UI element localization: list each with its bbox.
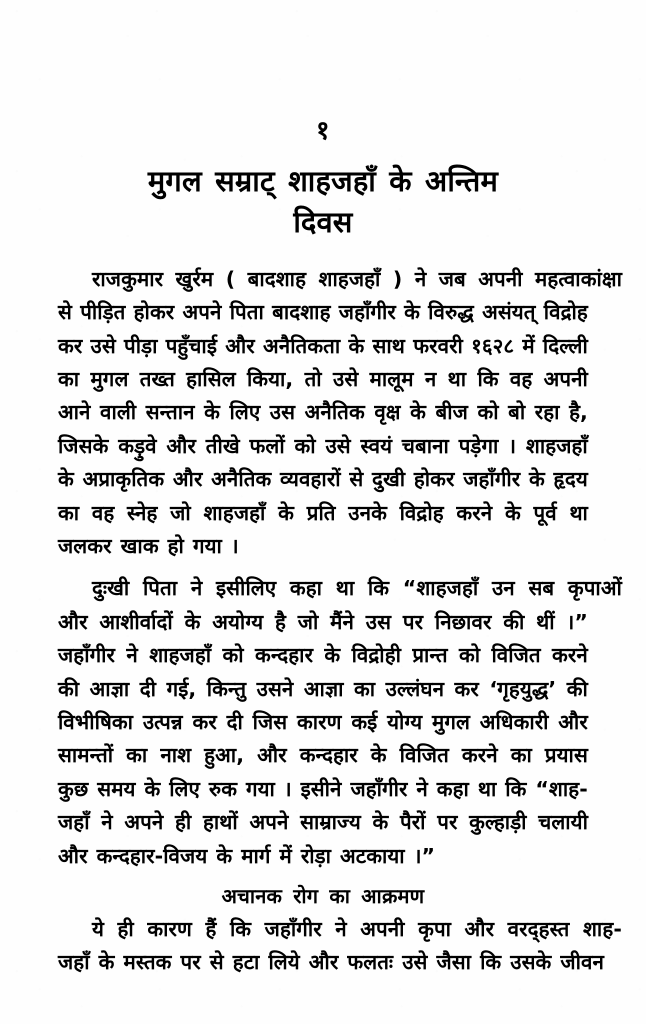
text-line (58, 639, 588, 672)
word: के (204, 400, 221, 425)
page-title-line-1: मुगल सम्राट् शाहजहाँ के अन्तिम (147, 164, 499, 198)
word: करने (461, 743, 498, 768)
word: जहाँगीर (350, 776, 408, 801)
word: कई (351, 710, 378, 735)
paragraph-3 (58, 913, 622, 980)
word: विद्रोह (543, 300, 588, 325)
text-line (58, 706, 588, 739)
word: लिए (169, 776, 200, 801)
word: सन्तान (145, 400, 195, 425)
text-line (58, 673, 588, 706)
word: बीज (435, 400, 468, 425)
word: इसीलिए (216, 576, 277, 601)
word: था (477, 776, 497, 801)
word: अधिकारी (479, 710, 549, 735)
word: “शाह- (535, 776, 588, 801)
word: हैं (205, 917, 217, 942)
text-line (58, 396, 588, 429)
word: तीखे (205, 433, 240, 458)
word: से (58, 300, 72, 325)
word: के (410, 400, 426, 425)
word: की (566, 676, 588, 701)
word: हो (167, 534, 184, 559)
word: में (522, 333, 535, 358)
word: १६२८ (471, 333, 515, 358)
word: उस (269, 400, 296, 425)
word: उसे (333, 366, 359, 391)
word: जैसा (436, 950, 472, 975)
word: और (225, 333, 255, 358)
word: के (404, 300, 420, 325)
word: का (510, 743, 532, 768)
word: विरुद्ध (428, 300, 474, 325)
word: उसे (325, 433, 351, 458)
word: जहाँगीर (463, 467, 521, 492)
word: विभीषिका (58, 710, 134, 735)
word: प्रति (306, 500, 336, 525)
word: पूर्व (533, 500, 557, 525)
word: शाहजहाँ (149, 643, 212, 668)
word: को (294, 433, 316, 458)
word: विजित (491, 643, 541, 668)
word: पीड़ा (124, 333, 158, 358)
word: मालूम (369, 366, 414, 391)
word: करने (456, 500, 493, 525)
word: । (230, 534, 239, 559)
word: अटकाया (340, 843, 405, 868)
word: फलतः (347, 950, 394, 975)
word: और (464, 917, 495, 942)
word: लिए (229, 400, 261, 425)
word: और (58, 609, 88, 634)
word: लिये (268, 950, 300, 975)
word: के (98, 950, 115, 975)
word: असंयत् (482, 300, 536, 325)
word: उसने (256, 676, 294, 701)
word: कृपा (418, 917, 451, 942)
section-subheading: अचानक रोग का आक्रमण (221, 884, 425, 909)
word: मुगल (432, 710, 471, 735)
word: । (508, 433, 517, 458)
word: आशीर्वादों (99, 609, 173, 634)
word: और (166, 433, 196, 458)
paragraph-2 (58, 572, 622, 873)
word: कि (229, 917, 252, 942)
text-line (58, 363, 588, 396)
word: की (58, 676, 80, 701)
word: ( (225, 266, 236, 291)
word: के (216, 843, 233, 868)
text-line (58, 497, 588, 530)
word: रहा (534, 400, 560, 425)
word: रुक (208, 776, 238, 801)
word: का (58, 500, 80, 525)
word: उल्लंघन (385, 676, 445, 701)
word: से (209, 950, 224, 975)
word: जो (297, 609, 319, 634)
word: आज्ञा (303, 676, 344, 701)
word: ‘गृहयुद्ध’ (489, 676, 557, 701)
word: हृदय (553, 467, 588, 492)
word: अपने (124, 810, 164, 835)
word: आज्ञा (89, 676, 130, 701)
word: इसीने (300, 776, 342, 801)
word: जिसके (58, 433, 109, 458)
word: पिता (143, 576, 178, 601)
word: रोड़ा (300, 843, 332, 868)
word: कुल्हाड़ी (469, 810, 527, 835)
word: दुःखी (92, 576, 130, 601)
word: में (279, 843, 292, 868)
word: विद्रोही (351, 643, 402, 668)
page-title (58, 161, 588, 243)
word: और (257, 743, 287, 768)
word: कहा (289, 576, 323, 601)
word: का (58, 366, 80, 391)
word: को (458, 643, 481, 668)
word: गया (245, 776, 275, 801)
word: अपनी (478, 266, 523, 291)
word: होकर (413, 467, 455, 492)
word: कर (192, 710, 217, 735)
word: वह (91, 500, 115, 525)
text-line (58, 840, 588, 873)
word: कहा (436, 776, 469, 801)
word: कड़ुवे (118, 433, 157, 458)
word: पीड़ित (80, 300, 126, 325)
word: पैरों (400, 810, 426, 835)
word: पर (437, 810, 458, 835)
word: ने (101, 810, 113, 835)
word: बादशाह (272, 300, 331, 325)
word: के (528, 467, 545, 492)
word: मस्तक (123, 950, 172, 975)
word: ने (335, 917, 347, 942)
word: उसके (510, 950, 552, 975)
word: खाक (120, 534, 159, 559)
word: गई, (166, 676, 197, 701)
word: किन्तु (206, 676, 247, 701)
word: विजित (399, 743, 449, 768)
word: मैंने (330, 609, 355, 634)
word: के (370, 743, 387, 768)
word: जिस (252, 710, 288, 735)
word: जहाँगीर (264, 917, 322, 942)
word: दिल्ली (542, 333, 588, 358)
word: व्यवहारों (280, 467, 341, 492)
word: था (447, 366, 467, 391)
word: हटा (232, 950, 260, 975)
word: ये (92, 917, 104, 942)
paragraph-1 (58, 263, 622, 564)
word: फलों (249, 433, 285, 458)
word: दुखी (372, 467, 406, 492)
word: बादशाह (247, 266, 307, 291)
word: वरद्हस्त (507, 917, 570, 942)
word: कारण (297, 710, 342, 735)
word: पहुँचाई (165, 333, 218, 358)
word: ही (175, 810, 192, 835)
word: ही (117, 917, 134, 942)
word: और (172, 467, 203, 492)
word: और (58, 843, 88, 868)
word: राजकुमार (92, 266, 164, 291)
word: कि (367, 576, 390, 601)
word: साम्राज्य (300, 810, 361, 835)
word: के (58, 467, 74, 492)
word: ने (416, 776, 428, 801)
word: जहाँगीर (58, 643, 116, 668)
word: था (569, 500, 588, 525)
word: विद्रोह (399, 500, 444, 525)
word: हाथों (203, 810, 238, 835)
word: करने (552, 643, 588, 668)
text-line (58, 773, 588, 806)
word: को (477, 400, 499, 425)
word: है (274, 609, 286, 634)
word: तो (304, 366, 322, 391)
word: जहाँ (58, 950, 90, 975)
word: बो (508, 400, 526, 425)
word: दी (226, 710, 243, 735)
text-line (58, 739, 588, 772)
word: जीवन (560, 950, 604, 975)
word: कन्दहार (299, 743, 358, 768)
word: ।” (413, 843, 436, 868)
text-line (58, 263, 622, 296)
word: मुगल (90, 366, 129, 391)
word: दी (139, 676, 157, 701)
word: ने (414, 266, 427, 291)
word: कि (505, 776, 527, 801)
word: ने (190, 576, 203, 601)
word: । (283, 776, 292, 801)
word: कृपाओं (567, 576, 622, 601)
word: जहाँगीर (338, 300, 396, 325)
word: आने (58, 400, 91, 425)
word: प्रान्त (412, 643, 448, 668)
word: कारण (147, 917, 192, 942)
word: के (348, 333, 365, 358)
page-content (58, 0, 622, 980)
word: की (503, 609, 525, 634)
word: पिता (229, 300, 264, 325)
word: हुआ, (204, 743, 245, 768)
word: के (144, 776, 161, 801)
chapter-number: १ (315, 116, 331, 146)
word: साथ (372, 333, 405, 358)
word: से (349, 467, 364, 492)
word: के (278, 500, 294, 525)
text-line (58, 946, 604, 979)
word: योग्य (387, 710, 423, 735)
word: ) (392, 266, 403, 291)
text-line (58, 430, 588, 463)
text-line (58, 330, 588, 363)
word: पड़ेगा (458, 433, 499, 458)
word: उन (491, 576, 515, 601)
word: नाश (160, 743, 192, 768)
word: अपनी (543, 366, 588, 391)
word: उनके (348, 500, 387, 525)
word: वाली (100, 400, 137, 425)
word: कन्दहार-विजय (96, 843, 208, 868)
word: उस (365, 609, 392, 634)
word: अयोग्य (212, 609, 264, 634)
word: जलकर (58, 534, 112, 559)
word: के (372, 810, 389, 835)
text-line (58, 530, 588, 563)
word: पर (402, 609, 424, 634)
word: पर (180, 950, 201, 975)
word: को (222, 643, 244, 668)
word: हासिल (186, 366, 236, 391)
word: थीं (536, 609, 555, 634)
word: कर (454, 676, 479, 701)
word: स्वयं (360, 433, 393, 458)
text-line (58, 463, 588, 496)
word: है, (569, 400, 588, 425)
word: और (558, 710, 588, 735)
word: अनैतिक (211, 467, 272, 492)
text-line (58, 806, 588, 839)
word: शाह- (582, 917, 622, 942)
word: उत्पन्न (142, 710, 183, 735)
word: निछावर (434, 609, 492, 634)
word: वृक्ष (374, 400, 401, 425)
word: का (126, 743, 148, 768)
word: ने (126, 643, 138, 668)
text-line (58, 572, 622, 605)
word: उसे (402, 950, 428, 975)
word: अपने (249, 810, 289, 835)
word: महत्वाकांक्षा (535, 266, 622, 291)
word: शाहजहाँ (203, 500, 266, 525)
word: जहाँ (58, 810, 90, 835)
word: फरवरी (413, 333, 463, 358)
word: “शाहजहाँ (402, 576, 479, 601)
word: चबाना (401, 433, 449, 458)
word: अनैतिक (304, 400, 365, 425)
word: कुछ (58, 776, 89, 801)
word: सब (528, 576, 555, 601)
word: शाहजहाँ (318, 266, 381, 291)
word: कर (58, 333, 83, 358)
word: सामन्तों (58, 743, 114, 768)
word: का (354, 676, 376, 701)
text-line (58, 913, 622, 946)
word: तख्त (139, 366, 175, 391)
word: के (504, 500, 521, 525)
word: खुर्रम (175, 266, 214, 291)
word: शाहजहाँ (525, 433, 588, 458)
word: मार्ग (241, 843, 271, 868)
word: कि (480, 950, 502, 975)
word: कि (477, 366, 499, 391)
word: वह (509, 366, 533, 391)
text-line (58, 606, 588, 639)
word: के (184, 609, 201, 634)
word: होकर (133, 300, 175, 325)
word: न (424, 366, 437, 391)
word: अप्राकृतिक (82, 467, 165, 492)
word: और (308, 950, 339, 975)
word: ।” (566, 609, 588, 634)
word: कन्दहार (255, 643, 314, 668)
word: जब (438, 266, 466, 291)
word: अपनी (360, 917, 405, 942)
word: प्रयास (544, 743, 588, 768)
word: उसे (90, 333, 116, 358)
word: किया, (246, 366, 294, 391)
word: अनैतिकता (262, 333, 341, 358)
word: गया (192, 534, 222, 559)
word: स्नेह (127, 500, 158, 525)
word: जो (170, 500, 191, 525)
word: चलायी (538, 810, 588, 835)
word: के (324, 643, 341, 668)
text-line (58, 296, 588, 329)
page-title-line-2: दिवस (293, 205, 353, 240)
word: समय (97, 776, 136, 801)
word: अपने (182, 300, 222, 325)
word: था (335, 576, 355, 601)
